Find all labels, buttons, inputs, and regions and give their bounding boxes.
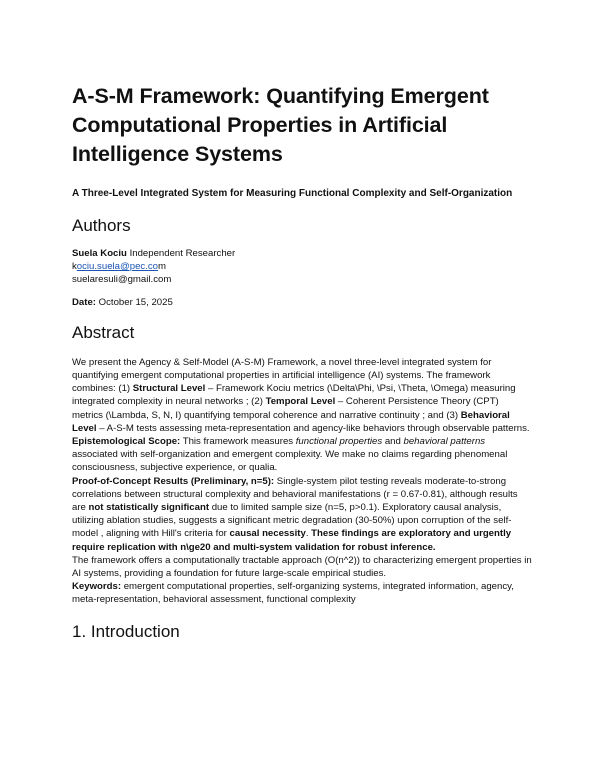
keywords-line [72, 580, 532, 606]
author-affiliation: Independent Researcher [126, 248, 236, 259]
author-block [72, 247, 532, 287]
abstract-paragraph-3: Proof-of-Concept Results (Preliminary, n=5): Single-system pilot testing reveals moderate-to-strong correlations between structural complexity and behavioral manifestations (r = 0.67-0.81), although results are not statistically significant due to limited sample size (n=5, p>0.1). Exploratory causal analysis, utilizing ablation studies, suggests a significant metric degradation (30-50%) upon corruption of the self-model , aligning with Hill's criteria for causal necessity. These findings are exploratory and urgently require replication with n\ge20 and multi-system validation for robust inference. [72, 475, 518, 553]
author-email-2: suelaresuli@gmail.com [72, 274, 172, 286]
introduction-heading: 1. Introduction [72, 621, 180, 641]
abstract-heading: Abstract [72, 322, 135, 342]
date-value: October 15, 2025 [96, 296, 173, 308]
author-name: Suela Kociu [72, 248, 127, 259]
date-label: Date: [72, 296, 96, 308]
author-email-1: kociu.suela@pec.com [72, 261, 167, 273]
abstract-paragraph-2: Epistemological Scope: This framework measures functional properties and behavioral patterns associated with self-organization and emergent complexity. We make no claims regarding phenomenal consciousness, subjective experience, or qualia. [72, 436, 508, 474]
keywords-label: Keywords: [72, 581, 122, 593]
abstract-paragraph-4: The framework offers a computationally tractable approach (O(n^2)) to characterizing emergent properties in AI systems, providing a foundation for future large-scale empirical studies. [72, 554, 532, 580]
email-link[interactable]: ociu.suela@pec.co [76, 261, 159, 273]
date-line [72, 296, 532, 309]
author-line [72, 247, 532, 260]
abstract-paragraph-1: We present the Agency & Self-Model (A-S-M) Framework, a novel three-level integrated system for quantifying emergent computational properties in artificial intelligence (AI) systems. The framework combines: (1) Structural Level – Framework Kociu metrics (\Delta\Phi, \Psi, \Theta, \Omega) measuring integrated complexity in neural networks ; (2) Temporal Level – Coherent Persistence Theory (CPT) metrics (\Lambda, S, N, I) quantifying temporal coherence and narrative continuity ; and (3) Behavioral Level – A-S-M tests assessing meta-representation and agency-like behaviors through observable patterns. [72, 356, 530, 434]
authors-heading: Authors [72, 216, 131, 235]
paper-subtitle: A Three-Level Integrated System for Measuring Functional Complexity and Self-Organization [72, 188, 513, 199]
paper-page [72, 82, 532, 643]
paper-title: A-S-M Framework: Quantifying Emergent Computational Properties in Artificial Intelligence Systems [72, 84, 489, 166]
keywords-text: emergent computational properties, self-organizing systems, integrated information, agency, meta-representation, behavioral assessment, functional complexity [72, 581, 514, 606]
